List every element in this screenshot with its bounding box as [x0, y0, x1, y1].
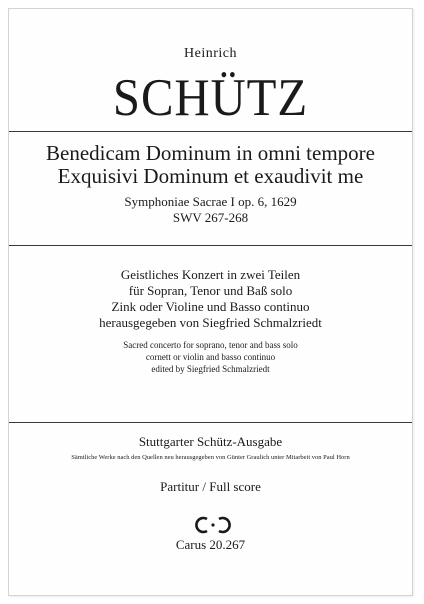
divider-bottom	[9, 422, 412, 423]
divider-middle	[9, 245, 412, 246]
opus-info: Symphoniae Sacrae I op. 6, 1629	[124, 194, 297, 209]
description-en-line: edited by Siegfried Schmalzriedt	[151, 364, 270, 374]
work-title-1: Benedicam Dominum in omni tempore	[46, 141, 375, 165]
composer-first-name: Heinrich	[184, 46, 237, 61]
series-note: Sämtliche Werke nach den Quellen neu herausgegeben von Günter Graulich unter Mitarbeit von Paul Horn	[71, 454, 350, 461]
swv-number: SWV 267-268	[172, 210, 249, 225]
divider-top	[9, 131, 412, 132]
carus-logo-icon	[193, 516, 233, 534]
description-de-line: Geistliches Konzert in zwei Teilen	[120, 267, 301, 282]
work-title-2: Exquisivi Dominum et exaudivit me	[57, 164, 364, 188]
description-en-line: Sacred concerto for soprano, tenor and bass solo	[123, 340, 298, 350]
series-name: Stuttgarter Schütz-Ausgabe	[138, 434, 283, 449]
description-en-line: cornett or violin and basso continuo	[145, 352, 276, 362]
description-de-line: herausgegeben von Siegfried Schmalzriedt	[99, 315, 322, 330]
composer-last-name: SCHÜTZ	[112, 69, 309, 127]
description-de-line: für Sopran, Tenor und Baß solo	[128, 283, 293, 298]
edition-type: Partitur / Full score	[160, 479, 261, 494]
score-cover-page	[8, 8, 413, 596]
catalog-number: Carus 20.267	[175, 537, 246, 552]
description-de-line: Zink oder Violine und Basso continuo	[111, 299, 310, 314]
